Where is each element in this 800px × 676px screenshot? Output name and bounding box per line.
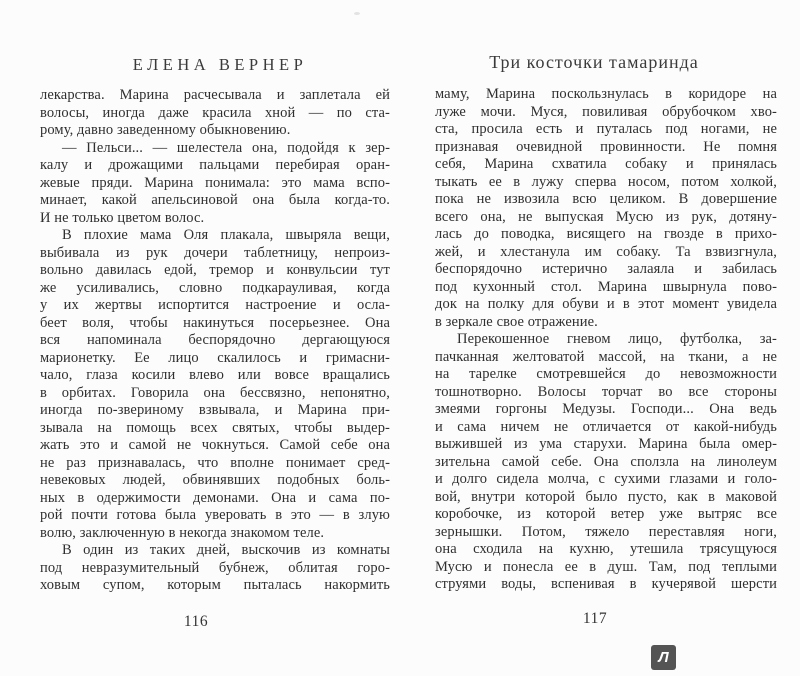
text-line: луже мочи. Муся, повиливая обрубочком хво-: [435, 103, 777, 120]
text-line: зительна самой себе. Она сползла на линолеум: [435, 453, 777, 470]
text-line: жать это и самой не чокнуться. Самой себе она: [40, 437, 390, 453]
text-line: минает, какой апельсиновой она была когда-то.: [40, 192, 390, 208]
left-page: [40, 0, 390, 676]
right-page-running-header: Три косточки тамаринда: [489, 52, 699, 72]
text-line: вой, внутри которой было пусто, как в маковой: [435, 488, 777, 505]
text-line: на тарелке смотревшейся до невозможности: [435, 366, 777, 382]
text-line: вольно давилась едой, тремор и конвульсии тут: [40, 262, 390, 278]
text-line: всего она, не выпуская Мусю из рук, дотяну-: [435, 208, 777, 225]
text-line: вся напоминала беспорядочно дергающуюся: [40, 332, 390, 348]
text-line: калу и дрожащими пальцами перебирая оран-: [40, 157, 390, 173]
text-line: иногда по-звериному взвывала, и Марина при-: [40, 402, 390, 418]
text-line: док на полку для обуви и в этот момент увидела: [435, 296, 777, 312]
paragraph: [40, 542, 390, 595]
text-line: она сходила на кухню, утешила трясущуюся: [435, 541, 777, 557]
text-line: маму, Марина поскользнулась в коридоре на: [435, 86, 777, 102]
text-line: в зеркале свое отражение.: [435, 313, 598, 330]
text-line: волю, заключенную в некогда знакомом теле.: [40, 524, 325, 541]
left-page-number: 116: [183, 613, 209, 630]
text-line: лась до поводка, висящего на гвозде в прихо-: [435, 226, 777, 242]
text-line: ста, просила есть и путалась под ногами, не: [435, 121, 777, 137]
text-line: у их жертвы испортится настроение и осла-: [40, 297, 390, 313]
text-line: пока не извозила всю целиком. В довершение: [435, 191, 777, 207]
text-line: рому, давно заведенному обыкновению.: [40, 122, 291, 138]
paragraph: [40, 140, 390, 228]
labirint-logo-icon: Л: [651, 645, 676, 670]
text-line: и долго сидела молча, с сухими глазами и голо-: [435, 471, 777, 487]
text-line: в орбитах. Говорила она бессвязно, непонятно,: [40, 384, 390, 401]
text-line: же усиливались, словно подкарауливая, когда: [40, 279, 390, 296]
text-line: под кухонный стол. Марина швырнула пово-: [435, 278, 777, 295]
paragraph: [40, 227, 390, 542]
text-line: марионетку. Ее лицо скалилось и гримасни-: [40, 349, 390, 366]
paragraph: [435, 86, 777, 331]
text-line: невековых людей, обвинявших подобных боль-: [40, 472, 390, 488]
text-line: коробочке, из которой ветер уже вытряс все: [435, 506, 777, 522]
text-line: И не только цветом волос.: [40, 209, 205, 226]
paragraph: [40, 87, 390, 140]
left-page-running-header: ЕЛЕНА ВЕРНЕР: [132, 55, 308, 74]
text-line: беспорядочно истерично залаяла и забилась: [435, 261, 777, 277]
text-line: жей, и хлестанула им собаку. Та взвизгнула,: [435, 243, 777, 260]
text-line: лекарства. Марина расчесывала и заплетала ей: [40, 87, 390, 103]
text-line: волосы, иногда даже красила хной — по ста-: [40, 104, 390, 121]
text-line: струями воды, вспенивая в кучерявой шерсти: [435, 576, 777, 592]
right-page: [435, 0, 777, 676]
text-line: жевые пряди. Марина понимала: это мама вспо-: [40, 174, 390, 191]
text-line: беет воля, чтобы накинуться посерьезнее. Она: [40, 314, 390, 331]
left-page-body-text: [40, 87, 390, 595]
text-line: тошнотворно. Волосы торчат во все стороны: [435, 383, 777, 400]
text-line: Мусю и понесла ее в душ. Там, под теплыми: [435, 558, 777, 575]
text-line: себя, Марина схватила собаку и принялась: [435, 156, 777, 172]
text-line: и сама ничем не отличается от какой-нибудь: [435, 418, 777, 435]
right-page-body-text: [435, 86, 777, 594]
text-line: ховым супом, которым пыталась накормить: [40, 577, 390, 593]
text-line: рой почти готова была уверовать в это — в злую: [40, 507, 390, 523]
text-line: Перекошенное гневом лицо, футболка, за-: [457, 331, 777, 347]
text-line: В плохие мама Оля плакала, швыряла вещи,: [62, 227, 390, 243]
paragraph: [435, 331, 777, 594]
text-line: В один из таких дней, выскочив из комнаты: [62, 542, 390, 558]
text-line: не раз признавалась, что вполне понимает сред-: [40, 454, 390, 471]
text-line: змеями горгоны Медузы. Господи... Она ведь: [435, 401, 777, 417]
text-line: — Пельси... — шелестела она, подойдя к зер-: [62, 139, 390, 156]
text-line: зывала на помощь всех святых, чтобы выдер-: [40, 419, 390, 436]
text-line: пачканная желтоватой массой, на ткани, а не: [435, 348, 777, 365]
text-line: тыкать ее в лужу сперва носом, потом холкой,: [435, 173, 777, 190]
text-line: чало, глаза косили влево или вовсе вращались: [40, 367, 390, 383]
right-page-number: 117: [582, 610, 608, 627]
text-line: ных в одержимости демонами. Она и сама по-: [40, 489, 390, 506]
text-line: зернышки. Потом, тяжело переставляя ноги,: [435, 523, 777, 540]
text-line: выжившей из ума старухи. Марина была омер-: [435, 436, 777, 452]
text-line: под невразумительный бубнеж, облитая горо-: [40, 559, 390, 576]
text-line: выбивала из рук дочери таблетницу, непроиз-: [40, 244, 390, 261]
text-line: признавая очевидной провинности. Не помня: [435, 138, 777, 155]
